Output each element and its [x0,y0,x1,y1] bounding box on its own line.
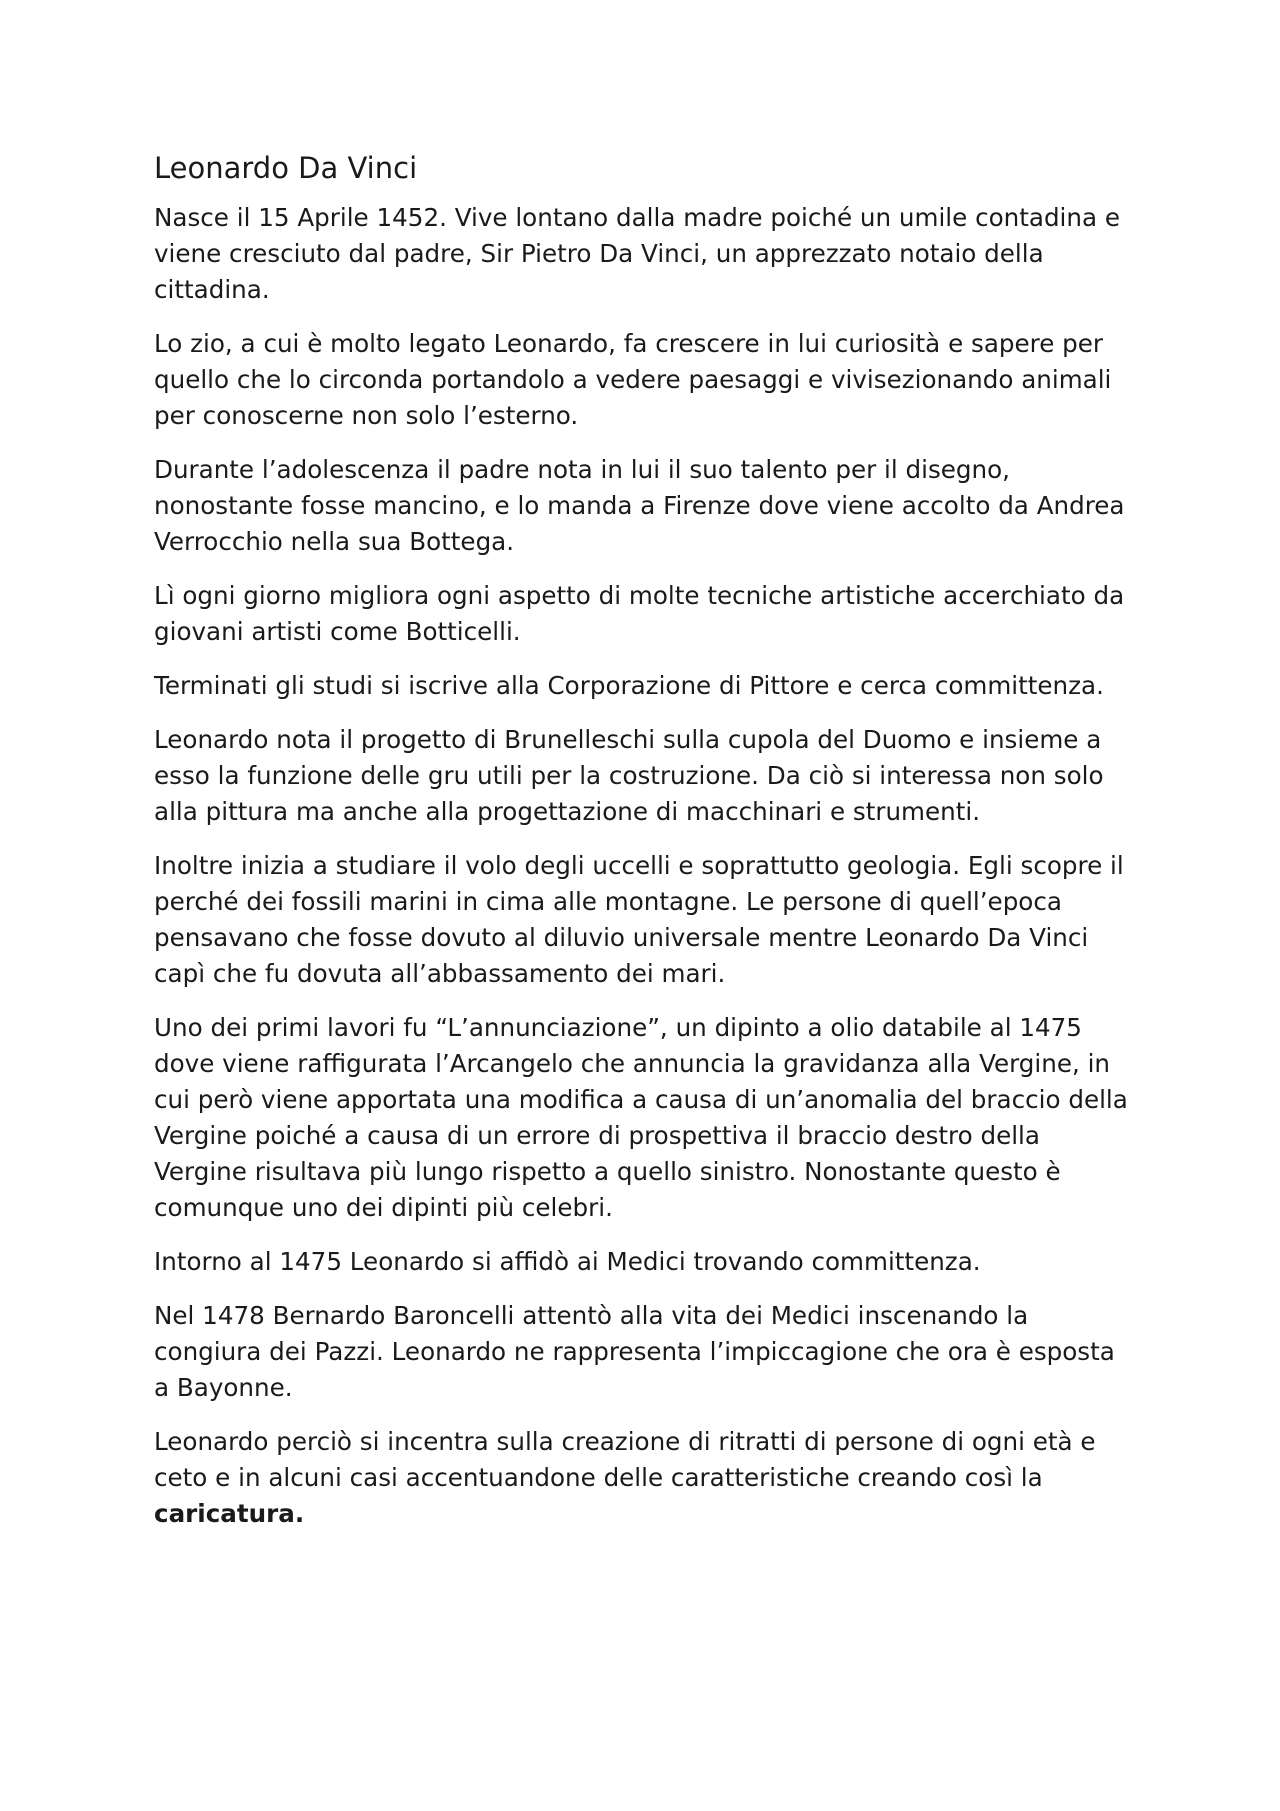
paragraph-caricature-text: Leonardo perciò si incentra sulla creazione di ritratti di persone di ogni età e ceto e in alcuni casi accentuandone delle caratteristiche creando così la [154,1427,1096,1493]
paragraph-studies: Terminati gli studi si iscrive alla Corporazione di Pittore e cerca committenza. [154,671,1104,701]
paragraph-annunciation: Uno dei primi lavori fu “L’annunciazione”, un dipinto a olio databile al 1475 dove viene raffigurata l’Arcangelo che annuncia la gravidanza alla Vergine, in cui però viene apportata una modifica a causa di un’anomalia del braccio della Vergine poiché a causa di un errore di prospettiva il braccio destro della Vergine risultava più lungo rispetto a quello sinistro. Nonostante questo è comunque uno dei dipinti più celebri. [154,1013,1128,1223]
paragraph-brunelleschi: Leonardo nota il progetto di Brunelleschi sulla cupola del Duomo e insieme a esso la funzione delle gru utili per la costruzione. Da ciò si interessa non solo alla pittura ma anche alla progettazione di macchinari e strumenti. [154,725,1104,827]
document-title: Leonardo Da Vinci [154,151,418,185]
paragraph-workshop: Lì ogni giorno migliora ogni aspetto di molte tecniche artistiche accerchiato da giovani artisti come Botticelli. [154,581,1125,647]
paragraph-adolescence: Durante l’adolescenza il padre nota in lui il suo talento per il disegno, nonostante fosse mancino, e lo manda a Firenze dove viene accolto da Andrea Verrocchio nella sua Bottega. [154,455,1125,557]
paragraph-uncle: Lo zio, a cui è molto legato Leonardo, fa crescere in lui curiosità e sapere per quello che lo circonda portandolo a vedere paesaggi e vivisezionando animali per conoscerne non solo l’esterno. [154,329,1112,431]
paragraph-birth: Nasce il 15 Aprile 1452. Vive lontano dalla madre poiché un umile contadina e viene cresciuto dal padre, Sir Pietro Da Vinci, un apprezzato notaio della cittadina. [154,203,1121,305]
document-body [154,150,1134,1550]
paragraph-geology: Inoltre inizia a studiare il volo degli uccelli e soprattutto geologia. Egli scopre il perché dei fossili marini in cima alle montagne. Le persone di quell’epoca pensavano che fosse dovuto al diluvio universale mentre Leonardo Da Vinci capì che fu dovuta all’abbassamento dei mari. [154,851,1124,989]
paragraph-medici: Intorno al 1475 Leonardo si affidò ai Medici trovando committenza. [154,1247,981,1277]
paragraph-pazzi: Nel 1478 Bernardo Baroncelli attentò alla vita dei Medici inscenando la congiura dei Pazzi. Leonardo ne rappresenta l’impiccagione che ora è esposta a Bayonne. [154,1301,1115,1403]
bold-term-caricatura: caricatura. [154,1499,305,1529]
paragraph-caricature [154,1424,1134,1532]
